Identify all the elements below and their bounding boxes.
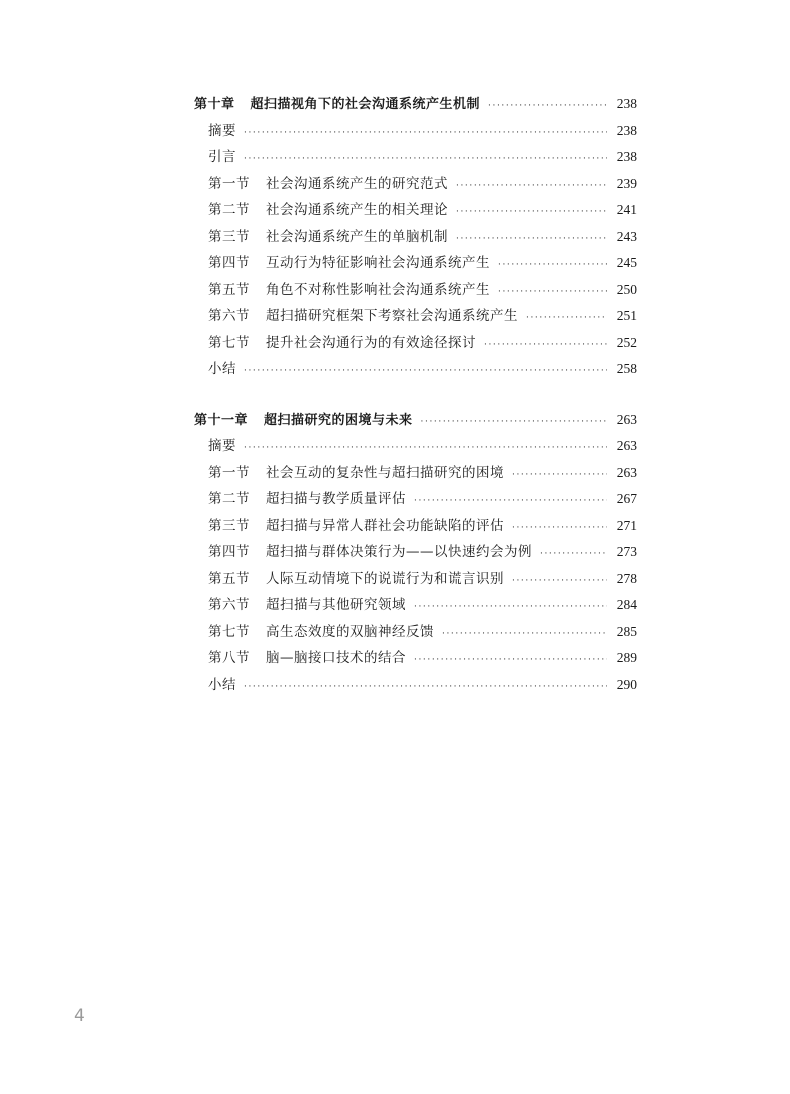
table-of-contents bbox=[194, 91, 637, 722]
dot-leader bbox=[442, 621, 607, 648]
page-number: 263 bbox=[616, 464, 637, 480]
toc-entry[interactable] bbox=[194, 356, 637, 383]
page-number: 239 bbox=[616, 175, 637, 191]
entry-title: 人际互动情境下的说谎行为和谎言识别 bbox=[266, 570, 504, 587]
section-number: 第五节 bbox=[208, 281, 250, 298]
toc-entry[interactable] bbox=[194, 197, 637, 224]
page-number: 278 bbox=[616, 570, 637, 586]
page-number: 263 bbox=[616, 438, 637, 453]
toc-entry[interactable] bbox=[194, 566, 637, 593]
dot-leader bbox=[512, 462, 607, 489]
dot-leader bbox=[244, 120, 607, 147]
toc-entry[interactable] bbox=[194, 277, 637, 304]
dot-leader bbox=[498, 252, 607, 279]
page-number: 238 bbox=[616, 122, 637, 138]
chapter-title: 超扫描视角下的社会沟通系统产生机制 bbox=[250, 97, 481, 112]
dot-leader bbox=[488, 93, 607, 120]
dot-leader bbox=[540, 541, 607, 568]
section-number: 第七节 bbox=[208, 334, 250, 351]
entry-label bbox=[208, 460, 504, 487]
entry-title: 摘要 bbox=[208, 438, 236, 454]
toc-entry[interactable] bbox=[194, 592, 637, 619]
chapter-11 bbox=[194, 407, 637, 699]
section-number: 第二节 bbox=[208, 491, 250, 507]
section-number: 第五节 bbox=[208, 570, 250, 587]
entry-label bbox=[208, 645, 406, 672]
entry-title: 社会沟通系统产生的研究范式 bbox=[266, 175, 448, 192]
section-number: 第六节 bbox=[208, 308, 250, 324]
page-number: 289 bbox=[616, 650, 637, 665]
entry-label bbox=[208, 197, 448, 224]
page-number: 290 bbox=[616, 676, 637, 692]
page-number: 267 bbox=[616, 491, 637, 506]
dot-leader bbox=[456, 173, 607, 200]
entry-label bbox=[208, 330, 476, 357]
entry-label bbox=[208, 672, 236, 699]
toc-entry[interactable] bbox=[194, 486, 637, 513]
page-number: 284 bbox=[616, 597, 637, 612]
toc-entry[interactable] bbox=[194, 224, 637, 251]
dot-leader bbox=[498, 279, 607, 306]
entry-label bbox=[208, 303, 518, 330]
toc-entry[interactable] bbox=[194, 171, 637, 198]
section-number: 第七节 bbox=[208, 623, 250, 640]
page-number: 238 bbox=[616, 149, 637, 164]
entry-label bbox=[208, 486, 406, 513]
entry-title: 引言 bbox=[208, 149, 236, 165]
entry-label bbox=[208, 433, 236, 460]
dot-leader bbox=[526, 305, 607, 332]
dot-leader bbox=[244, 674, 607, 701]
dot-leader bbox=[244, 358, 607, 385]
chapter-label bbox=[194, 92, 480, 119]
section-number: 第三节 bbox=[208, 228, 250, 245]
toc-entry[interactable] bbox=[194, 672, 637, 699]
section-number: 第四节 bbox=[208, 544, 250, 560]
toc-entry[interactable] bbox=[194, 645, 637, 672]
dot-leader bbox=[244, 146, 607, 173]
dot-leader bbox=[414, 488, 607, 515]
entry-title: 超扫描与异常人群社会功能缺陷的评估 bbox=[266, 517, 504, 534]
entry-title: 超扫描与教学质量评估 bbox=[266, 491, 406, 507]
entry-label bbox=[208, 619, 434, 646]
section-number: 第一节 bbox=[208, 464, 250, 481]
entry-title: 提升社会沟通行为的有效途径探讨 bbox=[266, 334, 476, 351]
toc-entry[interactable] bbox=[194, 118, 637, 145]
dot-leader bbox=[456, 199, 607, 226]
entry-title: 角色不对称性影响社会沟通系统产生 bbox=[266, 281, 490, 298]
dot-leader bbox=[421, 409, 607, 436]
chapter-number: 第十一章 bbox=[194, 412, 249, 428]
toc-entry[interactable] bbox=[194, 619, 637, 646]
page-number: 243 bbox=[616, 228, 637, 244]
entry-title: 超扫描与群体决策行为——以快速约会为例 bbox=[266, 544, 532, 560]
entry-title: 社会沟通系统产生的相关理论 bbox=[266, 202, 448, 218]
chapter-title: 超扫描研究的困境与未来 bbox=[264, 412, 413, 428]
dot-leader bbox=[456, 226, 607, 253]
entry-label bbox=[208, 144, 236, 171]
page-number: 245 bbox=[616, 255, 637, 270]
toc-entry[interactable] bbox=[194, 433, 637, 460]
entry-title: 小结 bbox=[208, 361, 236, 377]
entry-title: 社会沟通系统产生的单脑机制 bbox=[266, 228, 448, 245]
section-number: 第二节 bbox=[208, 202, 250, 218]
entry-title: 脑—脑接口技术的结合 bbox=[266, 650, 406, 666]
entry-label bbox=[208, 118, 236, 145]
page-number: 241 bbox=[616, 202, 637, 217]
entry-title: 摘要 bbox=[208, 122, 236, 139]
toc-entry[interactable] bbox=[194, 330, 637, 357]
dot-leader bbox=[484, 332, 607, 359]
page-number: 271 bbox=[616, 517, 637, 533]
dot-leader bbox=[512, 515, 607, 542]
entry-title: 超扫描研究框架下考察社会沟通系统产生 bbox=[266, 308, 518, 324]
entry-label bbox=[208, 171, 448, 198]
chapter-heading[interactable] bbox=[194, 407, 637, 434]
chapter-label bbox=[194, 408, 413, 435]
chapter-number: 第十章 bbox=[194, 97, 235, 112]
page-number: 251 bbox=[616, 308, 637, 323]
section-number: 第三节 bbox=[208, 517, 250, 534]
dot-leader bbox=[414, 647, 607, 674]
toc-entry[interactable] bbox=[194, 144, 637, 171]
section-number: 第四节 bbox=[208, 255, 250, 271]
entry-title: 社会互动的复杂性与超扫描研究的困境 bbox=[266, 464, 504, 481]
section-number: 第六节 bbox=[208, 597, 250, 613]
toc-entry[interactable] bbox=[194, 250, 637, 277]
dot-leader bbox=[414, 594, 607, 621]
page-number: 238 bbox=[616, 96, 637, 111]
entry-title: 超扫描与其他研究领域 bbox=[266, 597, 406, 613]
page-number: 252 bbox=[616, 334, 637, 350]
entry-title: 小结 bbox=[208, 676, 236, 693]
entry-title: 高生态效度的双脑神经反馈 bbox=[266, 623, 434, 640]
entry-label bbox=[208, 356, 236, 383]
toc-entry[interactable] bbox=[194, 460, 637, 487]
entry-label bbox=[208, 539, 532, 566]
chapter-10 bbox=[194, 91, 637, 383]
entry-label bbox=[208, 277, 490, 304]
page-number: 258 bbox=[616, 361, 637, 376]
dot-leader bbox=[512, 568, 607, 595]
entry-label bbox=[208, 566, 504, 593]
chapter-heading[interactable] bbox=[194, 91, 637, 118]
entry-label bbox=[208, 224, 448, 251]
toc-entry[interactable] bbox=[194, 513, 637, 540]
section-number: 第一节 bbox=[208, 175, 250, 192]
folio-page-number: 4 bbox=[74, 1006, 85, 1026]
page-number: 273 bbox=[616, 544, 637, 559]
page-number: 285 bbox=[616, 623, 637, 639]
entry-label bbox=[208, 592, 406, 619]
entry-label bbox=[208, 513, 504, 540]
page-number: 250 bbox=[616, 281, 637, 297]
section-number: 第八节 bbox=[208, 650, 250, 666]
toc-entry[interactable] bbox=[194, 539, 637, 566]
entry-title: 互动行为特征影响社会沟通系统产生 bbox=[266, 255, 490, 271]
entry-label bbox=[208, 250, 490, 277]
dot-leader bbox=[244, 435, 607, 462]
toc-entry[interactable] bbox=[194, 303, 637, 330]
page-number: 263 bbox=[616, 411, 637, 427]
